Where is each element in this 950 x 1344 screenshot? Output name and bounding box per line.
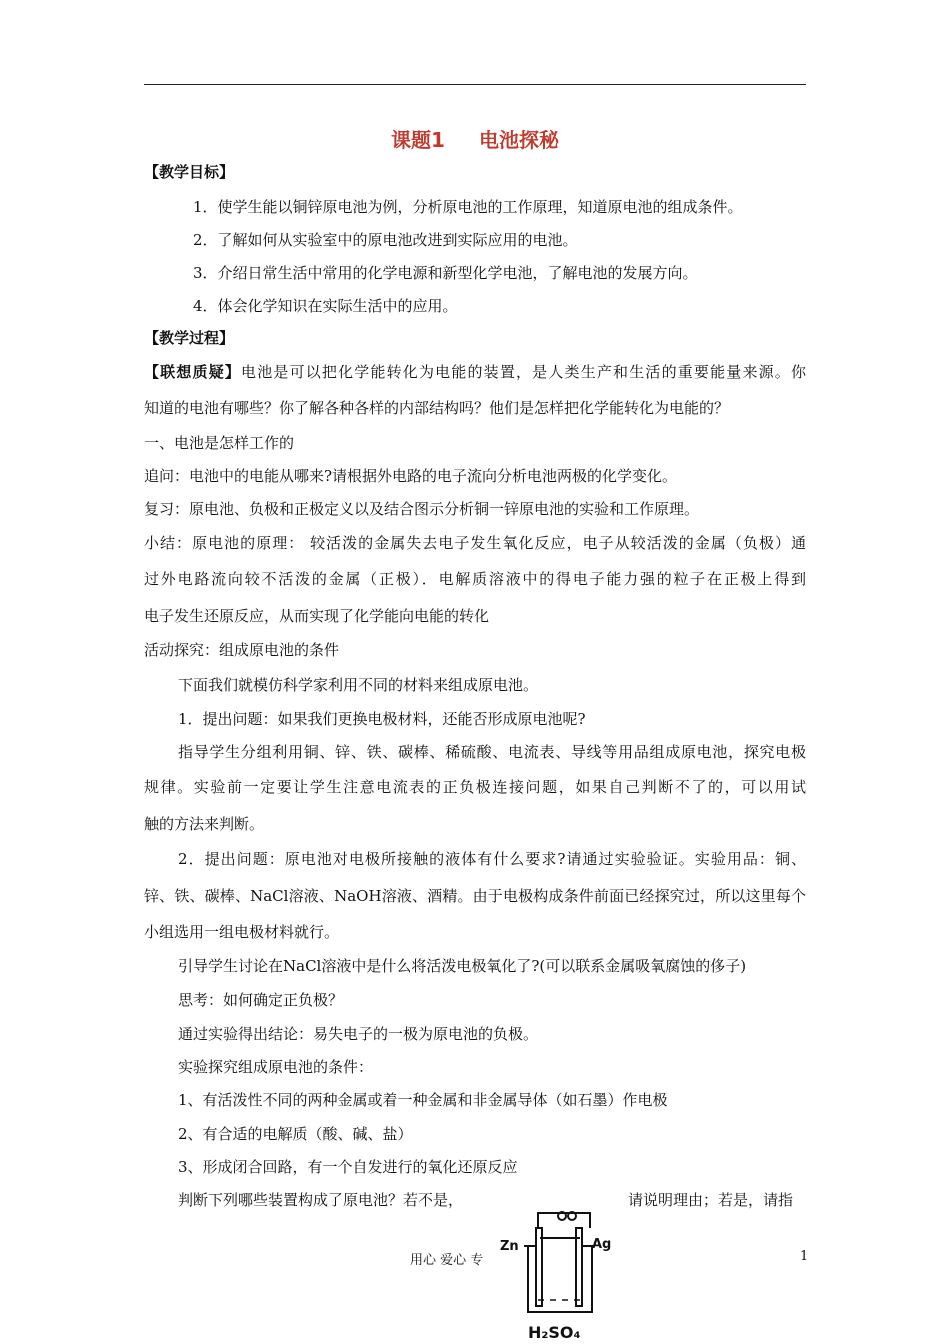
paragraph: 复习：原电池、负极和正极定义以及结合图示分析铜一锌原电池的实验和工作原理。 — [144, 500, 700, 518]
activity-heading: 活动探究：组成原电池的条件 — [144, 641, 340, 659]
process-heading: 【教学过程】 — [144, 329, 235, 347]
paragraph: 引导学生讨论在NaCl溶液中是什么将活泼电极氧化了?(可以联系金属吸氧腐蚀的侈子) — [178, 957, 747, 975]
section-heading: 一、电池是怎样工作的 — [144, 434, 295, 452]
paragraph: 追问：电池中的电能从哪来?请根据外电路的电子流向分析电池两极的化学变化。 — [144, 467, 678, 485]
paragraph: 通过实验得出结论：易失电子的一极为原电池的负极。 — [178, 1025, 539, 1043]
page-number: 1 — [800, 1249, 809, 1264]
intro-tag: 【联想质疑】 — [144, 363, 242, 381]
paragraph: 2．提出问题：原电池对电极所接触的液体有什么要求?请通过实验验证。实验用品：铜、 — [178, 850, 806, 868]
condition-item: 2、有合适的电解质（酸、碱、盐） — [178, 1125, 413, 1143]
galvanic-cell-diagram — [500, 1208, 620, 1344]
paragraph: 锌、铁、碳棒、NaCl溶液、NaOH溶液、酒精。由于电极构成条件前面已经探究过，所以这里每个 — [144, 887, 806, 905]
objectives-heading: 【教学目标】 — [144, 163, 235, 181]
objective-item: 3．介绍日常生活中常用的化学电源和新型化学电池，了解电池的发展方向。 — [193, 264, 698, 282]
paragraph: 实验探究组成原电池的条件： — [178, 1058, 374, 1076]
objective-item: 2．了解如何从实验室中的原电池改进到实际应用的电池。 — [193, 231, 578, 249]
zn-electrode — [536, 1228, 542, 1306]
paragraph: 指导学生分组利用铜、锌、铁、碳棒、稀硫酸、电流表、导线等用品组成原电池，探究电极 — [178, 743, 806, 761]
paragraph: 思考：如何确定正负极？ — [178, 991, 344, 1009]
objective-item: 1．使学生能以铜锌原电池为例，分析原电池的工作原理，知道原电池的组成条件。 — [193, 198, 743, 216]
condition-item: 1、有活泼性不同的两种金属或着一种金属和非金属导体（如石墨）作电极 — [178, 1091, 668, 1109]
paragraph: 判断下列哪些装置构成了原电池？若不是， — [178, 1191, 464, 1209]
paragraph: 触的方法来判断。 — [144, 815, 265, 833]
paragraph: 规律。实验前一定要让学生注意电流表的正负极连接问题，如果自己判断不了的，可以用试 — [144, 778, 806, 796]
summary-line: 过外电路流向较不活泼的金属（正极）．电解质溶液中的得电子能力强的粒子在正极上得到 — [144, 570, 806, 588]
objective-item: 4．体会化学知识在实际生活中的应用。 — [193, 297, 458, 315]
title-text: 电池探秘 — [478, 128, 559, 152]
paragraph: 1．提出问题：如果我们更换电极材料，还能否形成原电池呢? — [178, 710, 586, 728]
page-title — [0, 124, 950, 153]
paragraph: 小组选用一组电极材料就行。 — [144, 923, 340, 941]
summary-line: 电子发生还原反应，从而实现了化学能向电能的转化 — [144, 607, 490, 625]
paragraph: 请说明理由；若是，请指 — [628, 1191, 794, 1209]
ag-label: Ag — [592, 1237, 612, 1252]
zn-label: Zn — [500, 1239, 519, 1254]
condition-item: 3、形成闭合回路，有一个自发进行的氧化还原反应 — [178, 1158, 518, 1176]
intro-line-2: 知道的电池有哪些？你了解各种各样的内部结构吗？他们是怎样把化学能转化为电能的？ — [144, 399, 730, 417]
title-number: 课题1 — [391, 128, 445, 152]
electrolyte-label: H₂SO₄ — [528, 1323, 581, 1342]
intro-line-1 — [144, 362, 806, 382]
summary-line: 小结：原电池的原理： 较活泼的金属失去电子发生氧化反应，电子从较活泼的金属（负极）通 — [144, 534, 806, 552]
paragraph: 下面我们就模仿科学家利用不同的材料来组成原电池。 — [178, 676, 539, 694]
ag-electrode — [576, 1228, 582, 1306]
header-rule — [144, 84, 806, 85]
intro-text: 电池是可以把化学能转化为电能的装置，是人类生产和生活的重要能量来源。你 — [241, 363, 806, 381]
footer-motto: 用心 爱心 专 — [410, 1253, 484, 1268]
